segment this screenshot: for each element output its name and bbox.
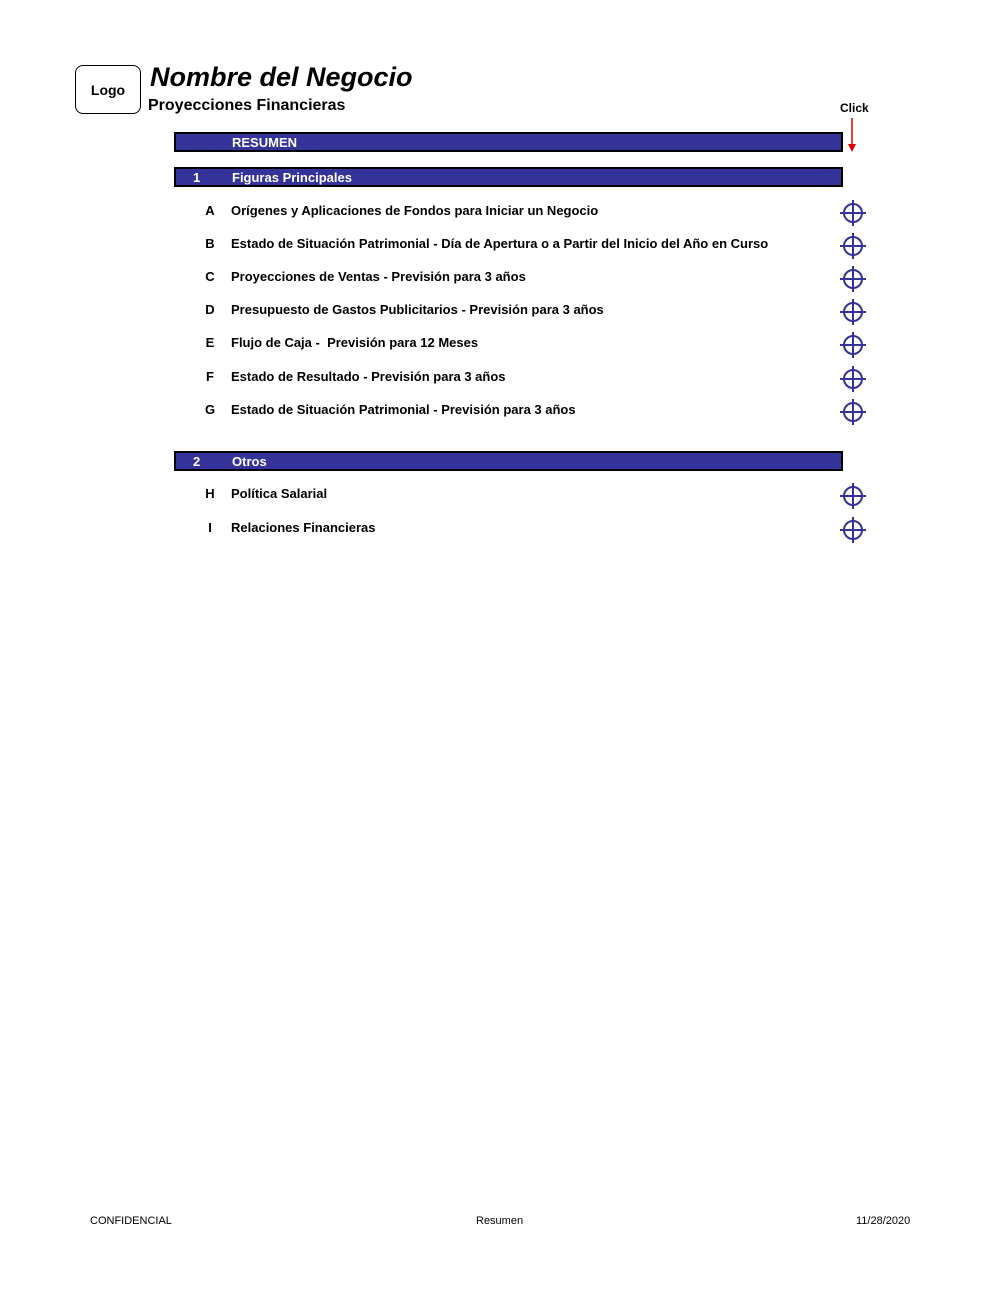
target-icon[interactable]	[839, 483, 867, 509]
arrow-down-icon	[845, 118, 859, 154]
item-letter: A	[205, 203, 215, 218]
list-item	[0, 484, 1000, 506]
item-label: Relaciones Financieras	[231, 520, 376, 535]
item-label: Proyecciones de Ventas - Previsión para 3 años	[231, 269, 526, 284]
section-number: 1	[193, 170, 201, 185]
list-item	[0, 267, 1000, 289]
list-item	[0, 333, 1000, 355]
footer-confidential: CONFIDENCIAL	[90, 1215, 172, 1227]
summary-header-bar	[174, 132, 843, 152]
item-label: Política Salarial	[231, 486, 328, 501]
section-header-bar	[174, 451, 843, 471]
target-icon[interactable]	[839, 200, 867, 226]
logo-label: Logo	[90, 81, 126, 98]
target-icon[interactable]	[839, 266, 867, 292]
target-icon[interactable]	[839, 399, 867, 425]
item-letter: H	[205, 486, 215, 501]
page-subtitle: Proyecciones Financieras	[148, 97, 346, 114]
list-item	[0, 201, 1000, 223]
item-letter: B	[205, 236, 215, 251]
list-item	[0, 518, 1000, 540]
list-item	[0, 367, 1000, 389]
click-hint-label: Click	[840, 101, 869, 115]
item-letter: C	[205, 269, 215, 284]
item-label: Presupuesto de Gastos Publicitarios - Previsión para 3 años	[231, 302, 604, 317]
item-label: Orígenes y Aplicaciones de Fondos para Iniciar un Negocio	[231, 203, 599, 218]
footer-date: 11/28/2020	[856, 1215, 911, 1227]
item-label: Estado de Situación Patrimonial - Día de Apertura o a Partir del Inicio del Año en Curso	[231, 236, 769, 251]
item-letter: F	[206, 369, 214, 384]
item-letter: E	[205, 335, 215, 350]
item-letter: I	[208, 520, 212, 535]
item-letter: D	[205, 302, 215, 317]
target-icon[interactable]	[839, 366, 867, 392]
section-title: Figuras Principales	[232, 170, 352, 185]
footer-sheet-name: Resumen	[476, 1215, 524, 1227]
list-item	[0, 300, 1000, 322]
logo-placeholder	[75, 65, 141, 114]
list-item	[0, 400, 1000, 422]
target-icon[interactable]	[839, 332, 867, 358]
business-name: Nombre del Negocio	[150, 62, 413, 92]
target-icon[interactable]	[839, 233, 867, 259]
section-header-bar	[174, 167, 843, 187]
list-item	[0, 234, 1000, 256]
section-number: 2	[193, 454, 201, 469]
item-label: Flujo de Caja - Previsión para 12 Meses	[231, 335, 479, 350]
item-letter: G	[204, 402, 216, 417]
section-title: Otros	[232, 454, 267, 469]
target-icon[interactable]	[839, 299, 867, 325]
item-label: Estado de Situación Patrimonial - Previsión para 3 años	[231, 402, 576, 417]
target-icon[interactable]	[839, 517, 867, 543]
item-label: Estado de Resultado - Previsión para 3 años	[231, 369, 506, 384]
summary-header-label: RESUMEN	[232, 135, 298, 150]
